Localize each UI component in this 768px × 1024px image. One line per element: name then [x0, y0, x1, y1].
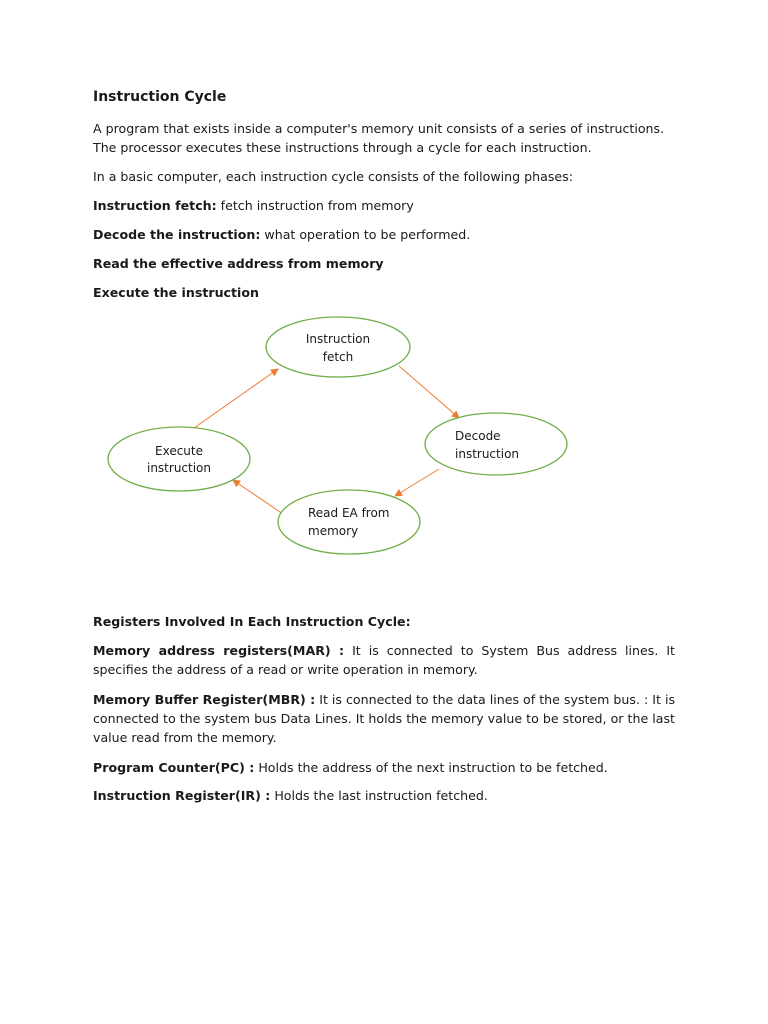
phase-desc: what operation to be performed.: [260, 227, 471, 242]
phase-desc: fetch instruction from memory: [216, 198, 414, 213]
arrow-fetch-to-decode: [399, 366, 459, 418]
node-instruction-fetch: [266, 317, 410, 377]
instruction-cycle-diagram: [0, 310, 768, 570]
node-read-ea: [278, 490, 420, 554]
node-label: Instruction: [305, 332, 371, 346]
arrow-decode-to-read: [395, 469, 439, 496]
register-label: Memory address registers(MAR) :: [93, 643, 345, 658]
node-label: instruction: [455, 447, 520, 461]
node-label: Execute: [155, 444, 203, 458]
phase-label: Execute the instruction: [93, 285, 259, 300]
phase-decode: [93, 225, 675, 244]
register-desc: It is connected to System Bus address lines. It specifies the address of a read or write operation in memory.: [93, 643, 675, 677]
register-pc: [93, 758, 675, 777]
register-label: Memory Buffer Register(MBR) :: [93, 692, 316, 707]
register-desc: It is connected to the data lines of the system bus. : It is connected to the system bus Data Lines. It holds the memory value to be stored, or the last value read from the memory.: [93, 692, 676, 745]
node-label: Decode: [455, 429, 501, 443]
node-label: fetch: [322, 350, 354, 364]
page-title: Instruction Cycle: [93, 89, 227, 105]
register-desc: Holds the last instruction fetched.: [270, 788, 488, 803]
register-label: Program Counter(PC) :: [93, 760, 255, 775]
node-label: instruction: [146, 461, 212, 475]
register-desc: Holds the address of the next instruction to be fetched.: [254, 760, 608, 775]
phase-label: Read the effective address from memory: [93, 256, 384, 271]
register-mbr: [93, 690, 675, 747]
node-decode-instruction: [425, 413, 567, 475]
phases-intro: In a basic computer, each instruction cycle consists of the following phases:: [93, 169, 573, 184]
arrow-read-to-execute: [233, 480, 283, 514]
phase-fetch: [93, 196, 675, 215]
register-label: Instruction Register(IR) :: [93, 788, 271, 803]
register-ir: [93, 786, 675, 805]
node-label: memory: [308, 524, 359, 538]
arrow-execute-to-fetch: [194, 369, 278, 428]
phase-label: Decode the instruction:: [93, 227, 261, 242]
register-mar: [93, 641, 675, 679]
registers-heading: Registers Involved In Each Instruction Cycle:: [93, 614, 411, 629]
phase-label: Instruction fetch:: [93, 198, 217, 213]
phase-execute: [93, 283, 675, 302]
phase-read-ea: [93, 254, 675, 273]
node-label: Read EA from: [308, 506, 390, 520]
node-execute-instruction: [108, 427, 250, 491]
intro-paragraph: A program that exists inside a computer's memory unit consists of a series of instructions. The processor executes these instructions through a cycle for each instruction.: [93, 121, 665, 155]
